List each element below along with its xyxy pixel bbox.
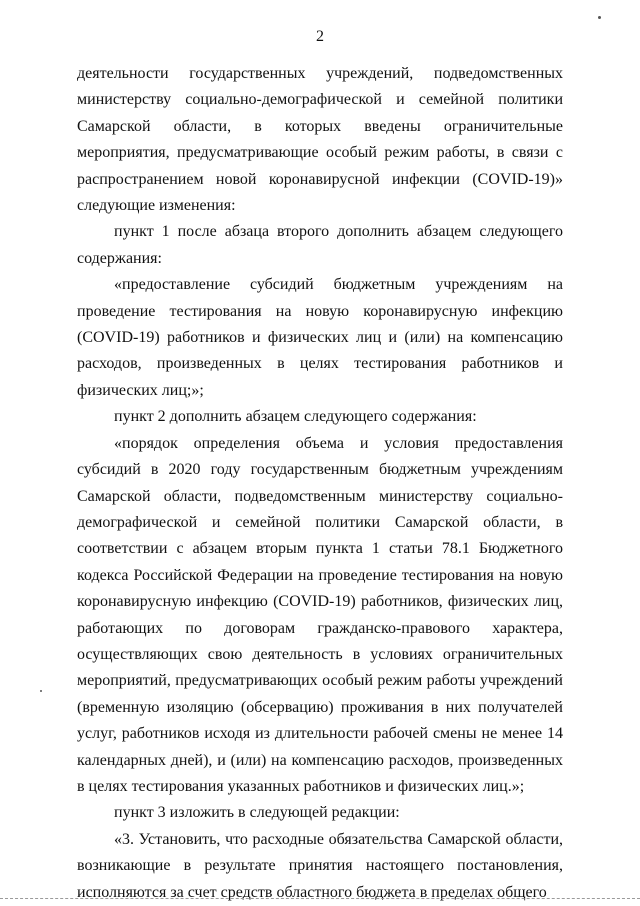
page-number: 2 <box>316 28 324 45</box>
paragraph-quote-3: «3. Установить, что расходные обязательства Самарской области, возникающие в результате принятия настоящего постановления, исполняются за счет средств областного бюджета в пределах общего <box>77 830 563 901</box>
paragraph-item-2: пункт 2 дополнить абзацем следующего содержания: <box>114 408 477 426</box>
paragraph-quote-2: «порядок определения объема и условия предоставления субсидий в 2020 году государственным бюджетным учреждениям Самарской области, подведомственным министерству социально-демографической и семейной политики Самарской области, в соответствии с абзацем вторым пункта 1 статьи 78.1 Бюджетного кодекса Российской Федерации на проведение тестирования на новую коронавирусную инфекцию (COVID-19) работников, физических лиц, работающих по договорам гражданско-правового характера, осуществляющих свою деятельность в условиях ограничительных мероприятий, предусматривающих особый режим работы учреждений (временную изоляцию (обсервацию) проживания в них получателей услуг, работников исходя из длительности рабочей смены не менее 14 календарных дней), и (или) на компенсацию расходов, произведенных в целях тестирования указанных работников и физических лиц.»; <box>77 434 563 795</box>
scan-speck <box>40 690 42 692</box>
paragraph-quote-1: «предоставление субсидий бюджетным учреждениям на проведение тестирования на новую коронавирусную инфекцию (COVID-19) работников и физических лиц и (или) на компенсацию расходов, произведенных в целях тестирования работников и физических лиц;»; <box>77 276 563 399</box>
scan-edge-line <box>0 898 640 899</box>
paragraph-item-3: пункт 3 изложить в следующей редакции: <box>114 804 400 822</box>
scan-speck <box>598 16 601 19</box>
paragraph-continuation: деятельности государственных учреждений, подведомственных министерству социально-демографической и семейной политики Самарской области, в которых введены ограничительные мероприятия, предусматривающие особый режим работы, в связи с распространением новой коронавирусной инфекции (COVID-19)» следующие изменения: <box>77 65 563 215</box>
document-body <box>77 61 563 906</box>
paragraph-item-1: пункт 1 после абзаца второго дополнить абзацем следующего содержания: <box>77 223 563 267</box>
